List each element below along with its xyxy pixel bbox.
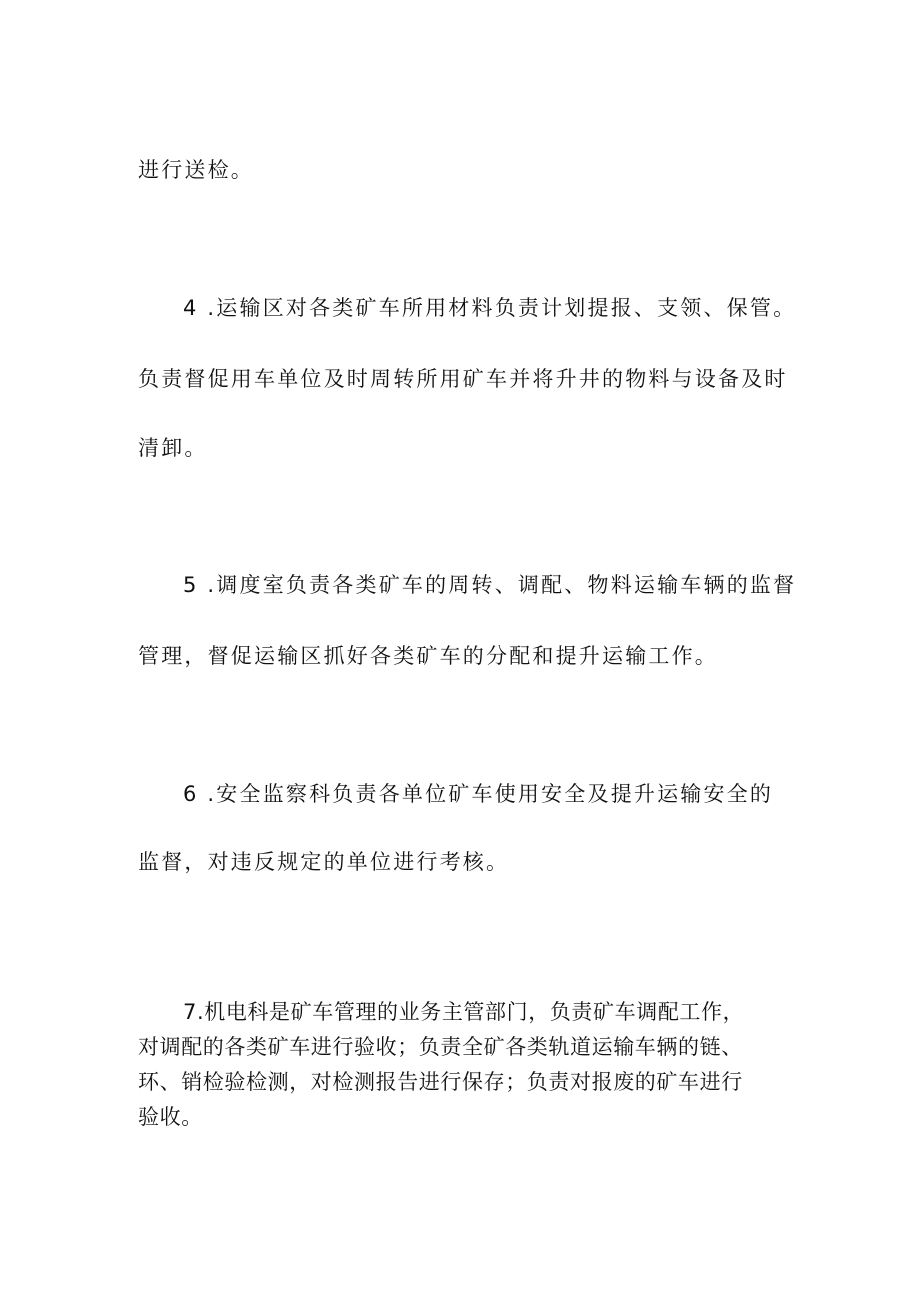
paragraph-4-line-2: 负责督促用车单位及时周转所用矿车并将升井的物料与设备及时 bbox=[138, 367, 788, 391]
paragraph-4-line-1: 4 .运输区对各类矿车所用材料负责计划提报、支领、保管。 bbox=[183, 296, 797, 320]
paragraph-3-line-end: 进行送检。 bbox=[138, 158, 254, 182]
paragraph-7-line-1: 7.机电科是矿车管理的业务主管部门，负责矿车调配工作， bbox=[183, 1000, 745, 1024]
paragraph-4-line-3: 清卸。 bbox=[138, 436, 208, 460]
paragraph-7-line-2: 对调配的各类矿车进行验收；负责全矿各类轨道运输车辆的链、 bbox=[138, 1035, 743, 1059]
paragraph-5-line-1: 5 .调度室负责各类矿车的周转、调配、物料运输车辆的监督 bbox=[183, 573, 797, 597]
paragraph-6-line-2: 监督，对违反规定的单位进行考核。 bbox=[138, 850, 510, 874]
paragraph-7-line-3: 环、销检验检测，对检测报告进行保存；负责对报废的矿车进行 bbox=[138, 1070, 743, 1094]
paragraph-5-line-2: 管理，督促运输区抓好各类矿车的分配和提升运输工作。 bbox=[138, 644, 718, 668]
paragraph-6-line-1: 6 .安全监察科负责各单位矿车使用安全及提升运输安全的 bbox=[183, 782, 774, 806]
paragraph-7-line-4: 验收。 bbox=[138, 1105, 203, 1129]
